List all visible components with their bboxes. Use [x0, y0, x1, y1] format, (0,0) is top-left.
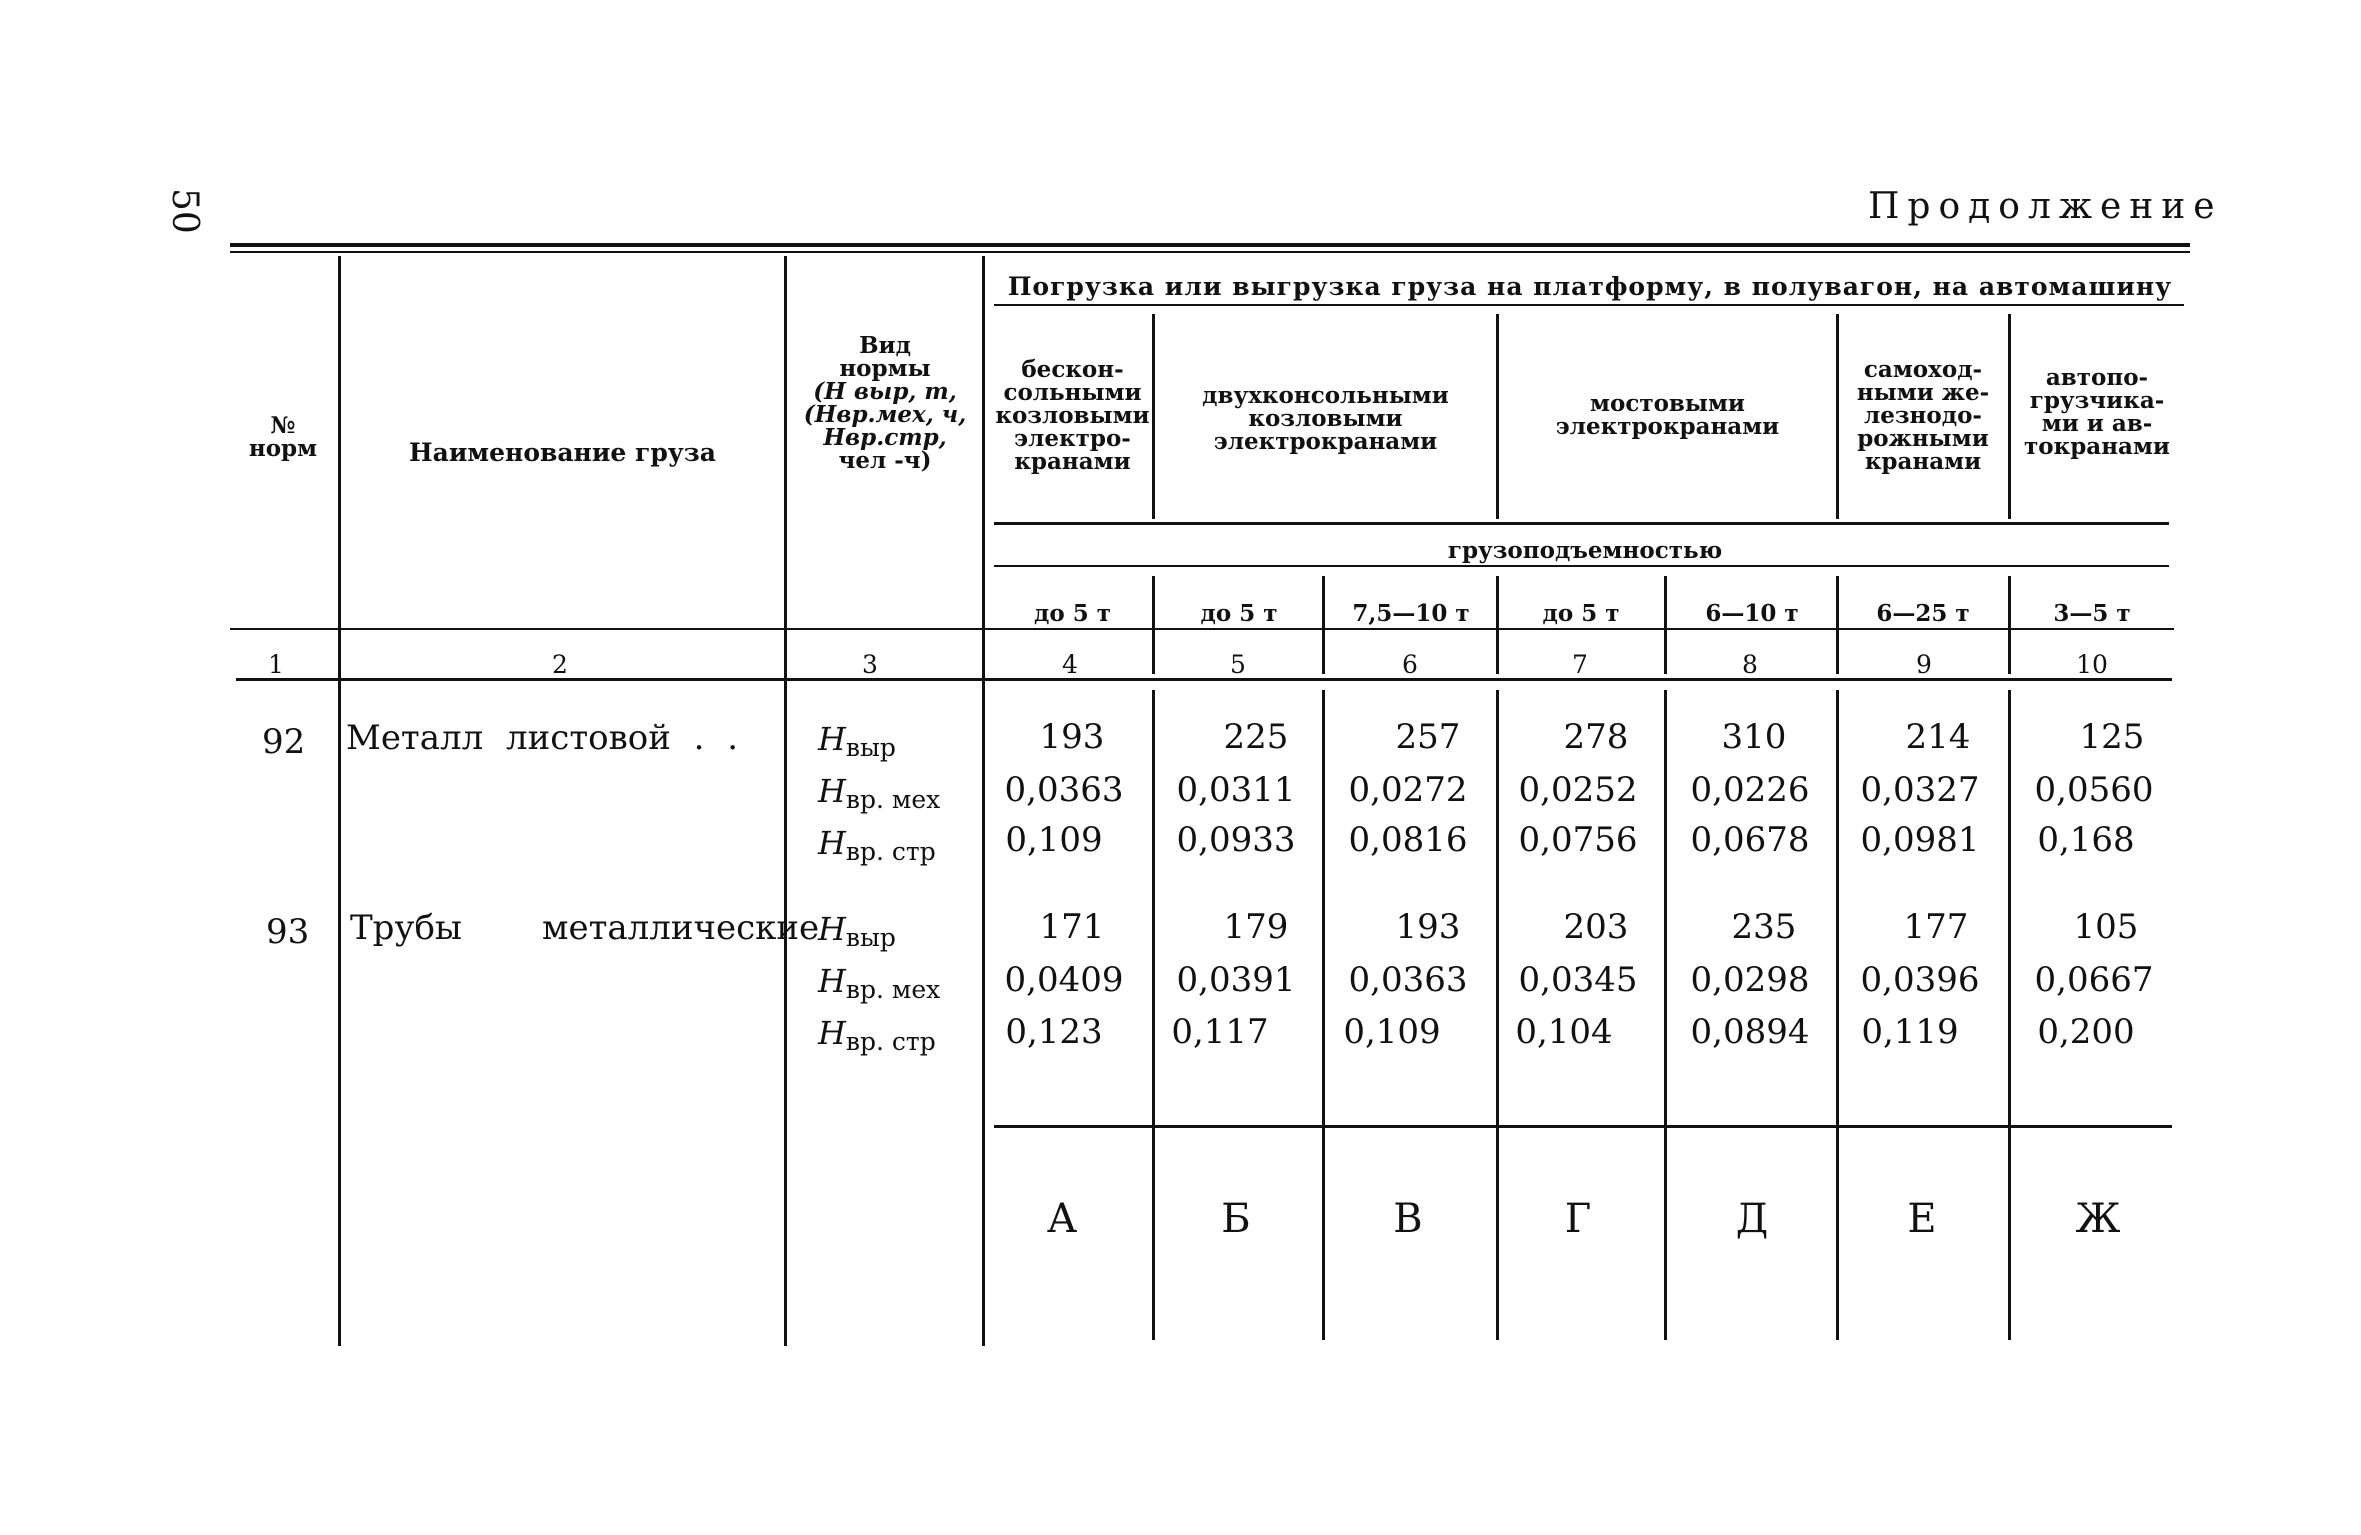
row-92-kind-3	[818, 824, 936, 866]
r93-v1-c9: 177	[1903, 907, 1969, 947]
row-92-kind-1-base: Н	[818, 720, 846, 758]
header-kind-line-2: нормы	[839, 355, 931, 382]
col-number-8: 8	[1742, 650, 1758, 679]
r93-v1-c6: 193	[1395, 907, 1461, 947]
r92-v2-c9: 0,0327	[1860, 770, 1980, 810]
capacity-rule-top	[994, 522, 2169, 525]
crane-type-1-line-2: сольными	[1003, 379, 1142, 406]
group-title-rule	[994, 304, 2184, 306]
r92-v2-c6: 0,0272	[1348, 770, 1468, 810]
top-rule-thick	[230, 243, 2190, 247]
r92-v3-c5: 0,0933	[1176, 820, 1296, 860]
row-93-kind-1	[818, 910, 896, 952]
page-number: 50	[164, 188, 205, 234]
vline-crane-3	[1836, 314, 1839, 519]
capacity-6: 7,5—10 т	[1352, 600, 1470, 627]
row-92-kind-3-sub: вр. стр	[845, 837, 936, 866]
crane-type-3-line-2: электрокранами	[1555, 413, 1780, 440]
r93-v1-c5: 179	[1223, 907, 1289, 947]
vline-cap-3	[1496, 576, 1499, 674]
crane-type-5-line-2: грузчика-	[2029, 387, 2165, 414]
vline-2	[784, 256, 787, 1346]
header-kind-line-1: Вид	[859, 332, 911, 359]
header-kind-line-6: чел -ч)	[838, 447, 932, 474]
row-93-kind-3-base: Н	[818, 1014, 846, 1052]
vline-crane-2	[1496, 314, 1499, 519]
vline-body-5	[1836, 690, 1839, 1340]
r92-v2-c7: 0,0252	[1518, 770, 1638, 810]
r92-v3-c4: 0,109	[1005, 820, 1103, 860]
col-number-3: 3	[862, 650, 878, 679]
row-93-kind-2-base: Н	[818, 962, 846, 1000]
r92-v2-c10: 0,0560	[2034, 770, 2154, 810]
row-93-name-part-1: Трубы	[350, 908, 462, 948]
vline-body-6	[2008, 690, 2011, 1340]
r93-v2-c5: 0,0391	[1176, 960, 1296, 1000]
crane-type-5-line-4: токранами	[2024, 433, 2170, 460]
vline-cap-5	[1836, 576, 1839, 674]
crane-type-1-line-3: козловыми	[995, 402, 1150, 429]
row-92-kind-2-sub: вр. мех	[845, 785, 941, 814]
col-number-6: 6	[1402, 650, 1418, 679]
vline-1	[338, 256, 341, 1346]
crane-type-3	[1500, 392, 1835, 438]
col-number-5: 5	[1230, 650, 1246, 679]
row-93-kind-1-sub: выр	[845, 923, 896, 952]
letter-b: Б	[1221, 1196, 1251, 1242]
col-number-2: 2	[552, 650, 568, 679]
letters-rule	[994, 1125, 2172, 1128]
r92-v1-c6: 257	[1395, 717, 1461, 757]
capacity-4: до 5 т	[1034, 600, 1111, 627]
row-92-number: 92	[262, 722, 306, 762]
r93-v2-c9: 0,0396	[1860, 960, 1980, 1000]
letter-zh: Ж	[2075, 1196, 2121, 1242]
r93-v2-c10: 0,0667	[2034, 960, 2154, 1000]
top-rule-thin	[230, 251, 2190, 253]
capacity-9: 6—25 т	[1876, 600, 1970, 627]
col-number-rule	[230, 628, 2174, 630]
row-92-name: Металл листовой . .	[346, 718, 739, 758]
vline-body-4	[1664, 690, 1667, 1340]
r93-v3-c9: 0,119	[1861, 1012, 1959, 1052]
body-top-rule	[236, 678, 2172, 681]
capacity-10: 3—5 т	[2053, 600, 2131, 627]
row-92-kind-1	[818, 720, 896, 762]
header-name: Наименование груза	[409, 438, 716, 467]
vline-cap-6	[2008, 576, 2011, 674]
row-93-kind-3	[818, 1014, 936, 1056]
r92-v1-c10: 125	[2079, 717, 2145, 757]
crane-type-4	[1840, 358, 2006, 473]
crane-type-4-line-1: самоход-	[1863, 356, 1983, 383]
vline-cap-4	[1664, 576, 1667, 674]
row-92-kind-2	[818, 772, 940, 814]
r92-v2-c4: 0,0363	[1004, 770, 1124, 810]
letter-v: В	[1393, 1196, 1423, 1242]
col-number-10: 10	[2076, 650, 2108, 679]
r92-v1-c4: 193	[1039, 717, 1105, 757]
crane-type-4-line-2: ными же-	[1856, 379, 1990, 406]
r93-v1-c7: 203	[1563, 907, 1629, 947]
crane-type-2-line-3: электрокранами	[1213, 428, 1438, 455]
vline-crane-1	[1152, 314, 1155, 519]
letter-e: Е	[1907, 1196, 1937, 1242]
col-number-7: 7	[1572, 650, 1588, 679]
vline-3	[982, 256, 985, 1346]
crane-type-4-line-4: рожными	[1857, 425, 1989, 452]
header-num: № норм	[248, 412, 318, 462]
r92-v2-c8: 0,0226	[1690, 770, 1810, 810]
row-92-kind-1-sub: выр	[845, 733, 896, 762]
crane-type-2-line-2: козловыми	[1248, 405, 1403, 432]
r92-v2-c5: 0,0311	[1176, 770, 1296, 810]
capacity-rule-bottom	[994, 565, 2169, 567]
r93-v1-c8: 235	[1731, 907, 1797, 947]
r92-v1-c7: 278	[1563, 717, 1629, 757]
r93-v2-c7: 0,0345	[1518, 960, 1638, 1000]
group-title: Погрузка или выгрузка груза на платформу, в полувагон, на автомашину	[1007, 272, 2173, 301]
col-number-4: 4	[1062, 650, 1078, 679]
header-kind-line-3: (Н выр, т,	[813, 378, 957, 405]
r93-v3-c6: 0,109	[1343, 1012, 1441, 1052]
crane-type-1-line-5: кранами	[1014, 448, 1131, 475]
row-92-kind-2-base: Н	[818, 772, 846, 810]
r93-v2-c6: 0,0363	[1348, 960, 1468, 1000]
capacity-7: до 5 т	[1542, 600, 1620, 627]
r93-v3-c10: 0,200	[2037, 1012, 2135, 1052]
crane-type-1-line-4: электро-	[1014, 425, 1131, 452]
r93-v1-c4: 171	[1039, 907, 1105, 947]
header-kind	[790, 334, 980, 472]
vline-cap-2	[1322, 576, 1325, 674]
crane-type-2	[1158, 384, 1493, 453]
header-kind-line-4: (Нвр.мех, ч,	[803, 401, 967, 428]
row-92-kind-3-base: Н	[818, 824, 846, 862]
crane-type-4-line-3: лезнодо-	[1864, 402, 1982, 429]
crane-type-1	[995, 358, 1150, 473]
capacity-label: грузоподъемностью	[1447, 537, 1723, 564]
vline-crane-4	[2008, 314, 2011, 519]
r92-v1-c5: 225	[1223, 717, 1289, 757]
r92-v3-c10: 0,168	[2037, 820, 2135, 860]
crane-type-5-line-3: ми и ав-	[2041, 410, 2153, 437]
capacity-5: до 5 т	[1200, 600, 1278, 627]
row-93-name-part-2: металлические	[542, 908, 820, 948]
r93-v3-c4: 0,123	[1005, 1012, 1103, 1052]
row-93-kind-2-sub: вр. мех	[845, 975, 941, 1004]
row-93-number: 93	[266, 912, 310, 952]
r93-v1-c10: 105	[2073, 907, 2139, 947]
r93-v3-c8: 0,0894	[1690, 1012, 1810, 1052]
crane-type-4-line-5: кранами	[1864, 448, 1982, 475]
r92-v1-c8: 310	[1721, 717, 1787, 757]
letter-a: А	[1046, 1196, 1078, 1242]
crane-type-5	[2012, 366, 2182, 458]
r92-v3-c7: 0,0756	[1518, 820, 1638, 860]
r92-v3-c9: 0,0981	[1860, 820, 1980, 860]
r92-v3-c8: 0,0678	[1690, 820, 1810, 860]
r93-v3-c5: 0,117	[1171, 1012, 1269, 1052]
col-number-1: 1	[268, 650, 284, 679]
r92-v3-c6: 0,0816	[1348, 820, 1468, 860]
r93-v2-c4: 0,0409	[1004, 960, 1124, 1000]
letter-d: Д	[1735, 1196, 1769, 1242]
continuation-title: Продолжение	[1868, 186, 2223, 227]
row-93-kind-1-base: Н	[818, 910, 846, 948]
r93-v3-c7: 0,104	[1515, 1012, 1613, 1052]
capacity-8: 6—10 т	[1705, 600, 1799, 627]
letter-g: Г	[1564, 1196, 1592, 1242]
vline-cap-1	[1152, 576, 1155, 674]
row-93-kind-3-sub: вр. стр	[845, 1027, 936, 1056]
r92-v1-c9: 214	[1905, 717, 1971, 757]
crane-type-3-line-1: мостовыми	[1590, 390, 1745, 417]
row-93-kind-2	[818, 962, 940, 1004]
col-number-9: 9	[1916, 650, 1932, 679]
crane-type-2-line-1: двухконсольными	[1202, 382, 1449, 409]
crane-type-1-line-1: бескон-	[1021, 356, 1124, 383]
r93-v2-c8: 0,0298	[1690, 960, 1810, 1000]
header-kind-line-5: Нвр.стр,	[823, 424, 947, 451]
crane-type-5-line-1: автопо-	[2045, 364, 2149, 391]
